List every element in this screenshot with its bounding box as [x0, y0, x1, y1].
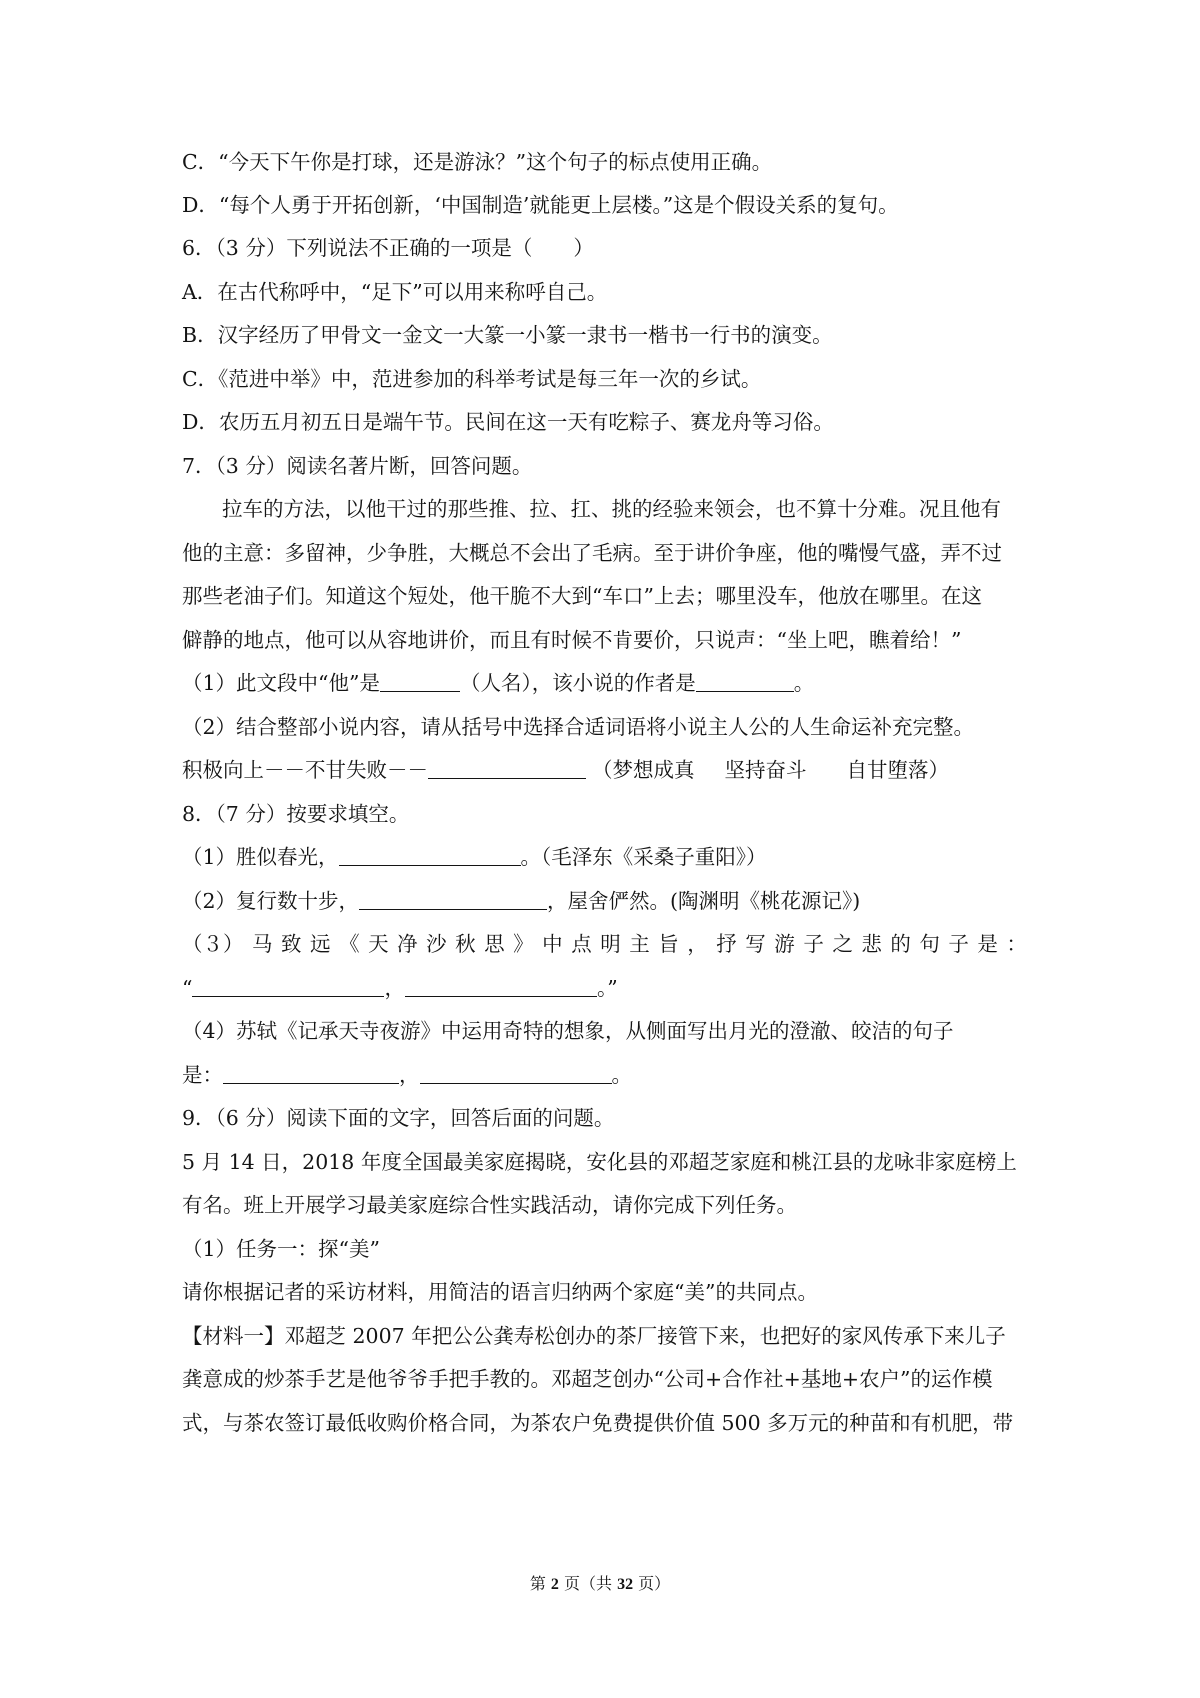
poem-blank-3b[interactable] [405, 976, 597, 997]
question-7-part-2: （2）结合整部小说内容，请从括号中选择合适词语将小说主人公的人生命运补充完整。 [182, 715, 975, 739]
question-7-part-1 [182, 666, 814, 696]
question-6-stem: 6．（3 分）下列说法不正确的一项是（ ） [182, 236, 594, 260]
question-8-part-2 [182, 884, 860, 914]
q8-3-char: 抒 [716, 932, 737, 956]
period: 。 [611, 1063, 632, 1087]
option-d-complex-sentence: D．“每个人勇于开拓创新，‘中国制造’就能更上层楼。”这是个假设关系的复句。 [182, 193, 899, 217]
q8-3-char: 中 [542, 932, 563, 956]
q8-3-char: 秋 [455, 932, 476, 956]
q8-3-char: 子 [803, 932, 824, 956]
footer-text: 页） [633, 1574, 671, 1593]
material-one-line-3: 式，与茶农签订最低收购价格合同，为茶农户免费提供价值 500 多万元的种苗和有机肥，带 [182, 1411, 1014, 1435]
q8-3-char: 主 [629, 932, 650, 956]
fate-sequence-line [182, 753, 949, 783]
comma: ， [384, 976, 405, 1000]
choice-degenerate: 自甘堕落） [846, 758, 949, 782]
q8-3-char: ： [1006, 932, 1027, 956]
material-one-line-2: 龚意成的炒茶手艺是他爷爷手把手教的。邓超芝创办“公司+合作社+基地+农户”的运作模 [182, 1367, 993, 1391]
q7-1-prefix: （1）此文段中“他”是 [182, 671, 381, 695]
question-9-stem: 9．（6 分）阅读下面的文字，回答后面的问题。 [182, 1106, 615, 1130]
q8-3-char: 悲 [861, 932, 882, 956]
passage-line-4: 僻静的地点，他可以从容地讲价，而且有时候不肯要价，只说声：“坐上吧，瞧着给！” [182, 628, 962, 652]
footer-text: 第 [529, 1574, 551, 1593]
question-6-option-a: A．在古代称呼中，“足下”可以用来称呼自己。 [182, 280, 608, 304]
question-8-part-4-blanks [182, 1058, 632, 1088]
option-c-punctuation: C．“今天下午你是打球，还是游泳？”这个句子的标点使用正确。 [182, 150, 773, 174]
q8-3-char: 游 [774, 932, 795, 956]
poem-blank-4a[interactable] [223, 1063, 399, 1084]
q8-1-prefix: （1）胜似春光， [182, 845, 339, 869]
q8-3-char: 天 [368, 932, 389, 956]
page-footer [0, 1571, 1200, 1594]
q8-3-char: 明 [600, 932, 621, 956]
question-8-stem: 8．（7 分）按要求填空。 [182, 802, 410, 826]
q8-3-char: 点 [571, 932, 592, 956]
q8-3-char: 句 [919, 932, 940, 956]
question-6-option-b: B．汉字经历了甲骨文一金文一大篆一小篆一隶书一楷书一行书的演变。 [182, 323, 833, 347]
q8-3-char: 致 [281, 932, 302, 956]
task-1-instruction: 请你根据记者的采访材料，用简洁的语言归纳两个家庭“美”的共同点。 [182, 1280, 818, 1304]
passage-line-2: 他的主意：多留神，少争胜，大概总不会出了毛病。至于讲价争座，他的嘴慢气盛，弄不过 [182, 541, 1002, 565]
page-number: 2 [550, 1576, 559, 1593]
q8-3-char: 思 [484, 932, 505, 956]
q8-3-char: 旨 [658, 932, 679, 956]
poem-blank-2[interactable] [359, 889, 547, 910]
choice-persist: 坚持奋斗 [724, 758, 807, 782]
q8-3-char: 》 [513, 932, 534, 956]
q8-3-char: 远 [310, 932, 331, 956]
q8-3-char: 子 [948, 932, 969, 956]
q8-2-prefix: （2）复行数十步， [182, 889, 360, 913]
q7-1-end: 。 [793, 671, 815, 695]
q8-3-char: 净 [397, 932, 418, 956]
close-quote: 。” [596, 976, 618, 1000]
open-quote: “ [182, 976, 193, 1000]
name-blank[interactable] [380, 671, 460, 692]
q8-1-source: 。（毛泽东《采桑子重阳》） [520, 845, 767, 869]
fate-blank[interactable] [428, 758, 586, 779]
comma: ， [399, 1063, 420, 1087]
material-intro-2: 有名。班上开展学习最美家庭综合性实践活动，请你完成下列任务。 [182, 1193, 797, 1217]
task-1-title: （1）任务一：探“美” [182, 1237, 381, 1261]
poem-blank-4b[interactable] [420, 1063, 612, 1084]
fate-sequence-prefix: 积极向上－－不甘失败－－ [182, 758, 428, 782]
q8-2-source: ，屋舍俨然。(陶渊明《桃花源记》) [547, 889, 861, 913]
question-6-option-d: D．农历五月初五日是端午节。民间在这一天有吃粽子、赛龙舟等习俗。 [182, 410, 834, 434]
poem-blank-3a[interactable] [192, 976, 384, 997]
q8-3-char: （３） [182, 932, 244, 956]
question-8-part-1 [182, 840, 767, 870]
q8-3-char: 之 [832, 932, 853, 956]
material-one-line-1: 【材料一】邓超芝 2007 年把公公龚寿松创办的茶厂接管下来，也把好的家风传承下来儿子 [182, 1324, 1006, 1348]
choice-dream: （梦想成真 [592, 758, 695, 782]
q8-3-char: 的 [890, 932, 911, 956]
passage-line-1: 拉车的方法，以他干过的那些推、拉、扛、挑的经验来领会，也不算十分难。况且他有 [222, 497, 1001, 521]
poem-blank-1[interactable] [339, 845, 521, 866]
q7-1-middle: （人名），该小说的作者是 [460, 671, 696, 695]
question-8-part-3-blanks [182, 971, 618, 1001]
passage-line-3: 那些老油子们。知道这个短处，他干脆不大到“车口”上去；哪里没车，他放在哪里。在这 [182, 584, 982, 608]
footer-text: 页（共 [558, 1574, 618, 1593]
q8-3-char: 写 [745, 932, 766, 956]
question-7-stem: 7．（3 分）阅读名著片断，回答问题。 [182, 454, 533, 478]
question-6-option-c: C．《范进中举》中，范进参加的科举考试是每三年一次的乡试。 [182, 367, 762, 391]
author-blank[interactable] [696, 671, 794, 692]
q8-3-char: 《 [339, 932, 360, 956]
material-intro-1: 5 月 14 日，2018 年度全国最美家庭揭晓，安化县的邓超芝家庭和桃江县的龙咏非家庭榜上 [182, 1150, 1017, 1174]
total-pages: 32 [617, 1576, 634, 1593]
answer-prefix: 是： [182, 1063, 223, 1087]
q8-3-char: 马 [252, 932, 273, 956]
q8-3-char: 沙 [426, 932, 447, 956]
q8-3-char: ， [687, 932, 708, 956]
question-8-part-4: （4）苏轼《记承天寺夜游》中运用奇特的想象，从侧面写出月光的澄澈、皎洁的句子 [182, 1019, 954, 1043]
q8-3-char: 是 [977, 932, 998, 956]
question-8-part-3 [182, 927, 1027, 957]
